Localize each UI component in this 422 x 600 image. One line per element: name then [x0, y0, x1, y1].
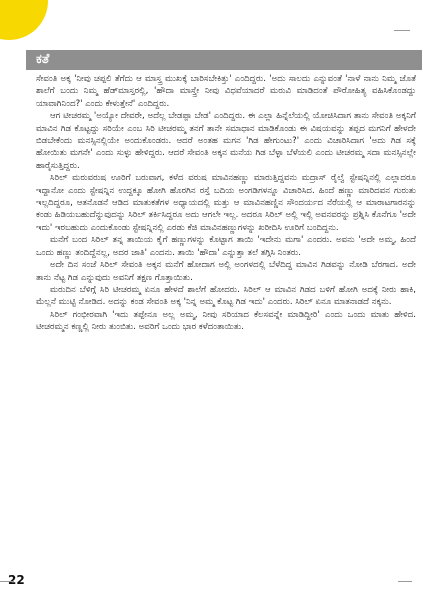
- paragraph: ಸೇವಂತಿ ಅಕ್ಕ 'ನೀವು ಚಪ್ಪಲಿ ತೆಗೆದು ಆ ಮಾಸ್ತ್ರ ಮುಖಕ್ಕೆ ಬಾರಿಸಬೇಕಿತ್ತು' ಎಂದಿದ್ದರು. 'ಅದು ಸಾಲದು ಎನ್ನುವಂತೆ 'ನಾಳೆ ನಾನು ನಿಮ್ಮ ಜೊತೆ ಶಾಲೆಗೆ ಬಂದು ನಿಮ್ಮ ಹೆಡ್‌ಮಾಸ್ತರಲ್ಲಿ, 'ಹೌದಾ ಮಾಸ್ತ್ರೇ ನೀವು ವಿಧವೆಯಾದರೆ ಮರುವಿ ಮಾಡಿದಂತೆ ಪೌರೋಹಿತ್ಯ ವಹಿಸಿಕೊಂಡದ್ದು ಯಾವಾಗಿನಿಂದ?' ಎಂದು ಕೇಳುತ್ತೇನೆ' ಎಂದಿದ್ದರು.: [36, 74, 416, 109]
- paragraph: ಆಗ ಟೀಚರಮ್ಮ 'ಅಯ್ಯೋ ದೇವರೇ, ಅದೆಲ್ಲ ಬೇಡಪ್ಪಾ ಬೇಡ' ಎಂದಿದ್ದರು. ಈ ಎಲ್ಲಾ ಹಿನ್ನೆಲೆಯಲ್ಲಿ ಯೋಚಿಸಿದಾಗ ತಾನು ಸೇವಂತಿ ಅಕ್ಕನಿಗೆ ಮಾವಿನ ಗಿಡ ಕೊಟ್ಟದ್ದು ಸರಿಯೇ ಎಂಬ ಸಿರಿ ಟೀಚರಮ್ಮ ತನಗೆ ತಾನೇ ಸಮಾಧಾನ ಮಾಡಿಕೊಂಡು ಈ ವಿಷಯವನ್ನು ತಪ್ಪದ ಮಗನಿಗೆ ಹೇಳದೇ ಬಿಡಬೇಕೆಂದು ಮನಸ್ಸಿನಲ್ಲಿಯೇ ಅಂದುಕೊಂಡರು. ಆದರೆ ಅಂತಹ ಮಗನ 'ಗಿಡ ಹೇಗುಂಟು?' ಎಂದು ವಿಚಾರಿಸಿದಾಗ 'ಅದು ಗಿಡ ಸಕ್ಕೆ ಹೋಯಿತು ಮಗನೇ' ಎಂದು ಸುಳ್ಳು ಹೇಳಿದ್ದರು. ಆದರೆ ಸೇವಂತಿ ಅಕ್ಕನ ಮನೆಯ ಗಿಡ ಬೆಳ್ಳಾ ಬೆಳೆಯಲಿ ಎಂದು ಟೀಚರಮ್ಮ ಸದಾ ಮನಸ್ಸಿನಲ್ಲೇ ಹಾರೈಸುತ್ತಿದ್ದರು.: [36, 111, 416, 171]
- paragraph: ಮನೆಗೆ ಬಂದ ಸಿರಿಲ್ ತನ್ನ ತಾಯಿಯ ಕೈಗೆ ಹಣ್ಣುಗಳನ್ನು ಕೊಟ್ಟಾಗ ತಾಯಿ 'ಇದೇನು ಮಗಾ' ಎಂದರು. ಅವನು 'ಅದೇ ಅಮ್ಮ, ಹಿಂದೆ ಒಂದು ಹಣ್ಣು ತಂದಿದ್ದೆನಲ್ಲ, ಅದರ ಜಾತಿ' ಎಂದನು. ತಾಯಿ 'ಹೌದಾ' ಎನ್ನುತ್ತಾ ತಲೆ ತಗ್ಗಿಸಿ ನಿಂತರು.: [36, 235, 416, 258]
- crop-mark-bottom-right: [398, 581, 412, 592]
- page-number: 22: [8, 573, 25, 587]
- section-header-bar: [26, 50, 422, 70]
- paragraph: ಸಿರಿಲ್ ಗಂಭೀರವಾಗಿ 'ಇದು ತಪ್ಪೇನೂ ಅಲ್ಲ ಅಮ್ಮ, ನೀವು ಸರಿಯಾದ ಕೆಲಸವನ್ನೇ ಮಾಡಿದ್ದೀರಿ' ಎಂದು ಒಂದು ಮಾತು ಹೇಳಿದ. ಟೀಚರಮ್ಮನ ಕಣ್ಣಲ್ಲಿ ನೀರು ತುಂಬಿತು. ಅವರಿಗೆ ಒಂದು ಭಾರ ಕಳೆದಂತಾಯಿತು.: [36, 309, 416, 333]
- section-label: ಕತೆ: [36, 52, 50, 67]
- paragraph: ಅದೇ ದಿನ ಸಂಜೆ ಸಿರಿಲ್ ಸೇವಂತಿ ಅಕ್ಕನ ಮನೆಗೆ ಹೋದಾಗ ಅಲ್ಲಿ ಅಂಗಳದಲ್ಲಿ ಬೆಳೆದಿದ್ದ ಮಾವಿನ ಗಿಡವನ್ನು ನೋಡಿ ಬೆರಗಾದ. ಅದೇ ತಾನು ನೆಟ್ಟ ಗಿಡ ಎನ್ನುವುದು ಅವನಿಗೆ ತಕ್ಷಣ ಗೊತ್ತಾಯಿತು.: [36, 260, 416, 283]
- decorative-yellow-circle: [0, 0, 48, 40]
- article-body: [36, 73, 416, 573]
- header-band: [0, 0, 422, 70]
- crop-mark-top-right: [394, 20, 410, 31]
- crop-mark-bottom-left: [0, 581, 14, 592]
- paragraph: ಮರುದಿನ ಬೆಳಿಗ್ಗೆ ಸಿರಿ ಟೀಚರಮ್ಮ ಏನೂ ಹೇಳದೆ ಶಾಲೆಗೆ ಹೋದರು. ಸಿರಿಲ್ ಆ ಮಾವಿನ ಗಿಡದ ಬಳಿಗೆ ಹೋಗಿ ಅದಕ್ಕೆ ನೀರು ಹಾಕಿ, ಮೆಲ್ಲನೆ ಮುಟ್ಟಿ ನೋಡಿದ. ಅದನ್ನು ಕಂಡ ಸೇವಂತಿ ಅಕ್ಕ 'ನಿನ್ನ ಅಮ್ಮ ಕೊಟ್ಟ ಗಿಡ ಇದು' ಎಂದರು. ಸಿರಿಲ್ ಏನೂ ಮಾತನಾಡದೆ ನಕ್ಕನು.: [36, 284, 416, 308]
- paragraph: ಸಿರಿಲ್ ಮರುವರುಷ ಊರಿಗೆ ಬರುವಾಗ, ಕಳೆದ ವರುಷ ಮಾವಿನಹಣ್ಣು ಮಾರುತ್ತಿದ್ದವನು ಮದ್ರಾಸ್ ರೈಲ್ವೆ ಸ್ಟೇಷನ್ನಿನಲ್ಲಿ ಎಲ್ಲಾದರೂ ಇದ್ದಾನೋ ಎಂದು ಸ್ಟೇಷನ್ನಿನ ಉದ್ದಕ್ಕೂ ಹೋಗಿ ಹೊರಗಿನ ರಸ್ತೆ ಬದಿಯ ಅಂಗಡಿಗಳನ್ನೂ ವಿಚಾರಿಸಿದ. ಹಿಂದೆ ಹಣ್ಣು ಮಾರಿದವನ ಗುರುತು ಇಲ್ಲದಿದ್ದರೂ, ಆತನೊಡನೆ ಆಡಿದ ಮಾತುಕತೆಗಳ ಅಧ್ಯಾಯದಲ್ಲಿ ಮತ್ತು ಆ ಮಾವಿನಹಣ್ಣಿನ ಸೌಂದರ್ಯದ ನೆರೆಯಲ್ಲಿ ಆ ಮಾರಾಟಗಾರನನ್ನು ಕಂಡು ಹಿಡಿಯಬಹುದೆನ್ನುವುದನ್ನು ಸಿರಿಲ್ ತರ್ಕಿಸಿದ್ದರೂ ಅದು ಆಗಲೇ ಇಲ್ಲ. ಅದರೂ ಸಿರಿಲ್ ಅಲ್ಲಿ ಇಲ್ಲಿ ಅವನವರನ್ನು ಪ್ರಶ್ನಿಸಿ ಕೊನೆಗೂ 'ಅದೇ ಇದು' ಇರಬಹುದು ಎಂದುಕೊಂಡು ಸ್ಟೇಷನ್ನಿನಲ್ಲಿ ಎರಡು ಕೆಜಿ ಮಾವಿನಹಣ್ಣುಗಳನ್ನು ಖರೀದಿಸಿ ಊರಿಗೆ ಬಂದಿದ್ದನು.: [36, 173, 416, 233]
